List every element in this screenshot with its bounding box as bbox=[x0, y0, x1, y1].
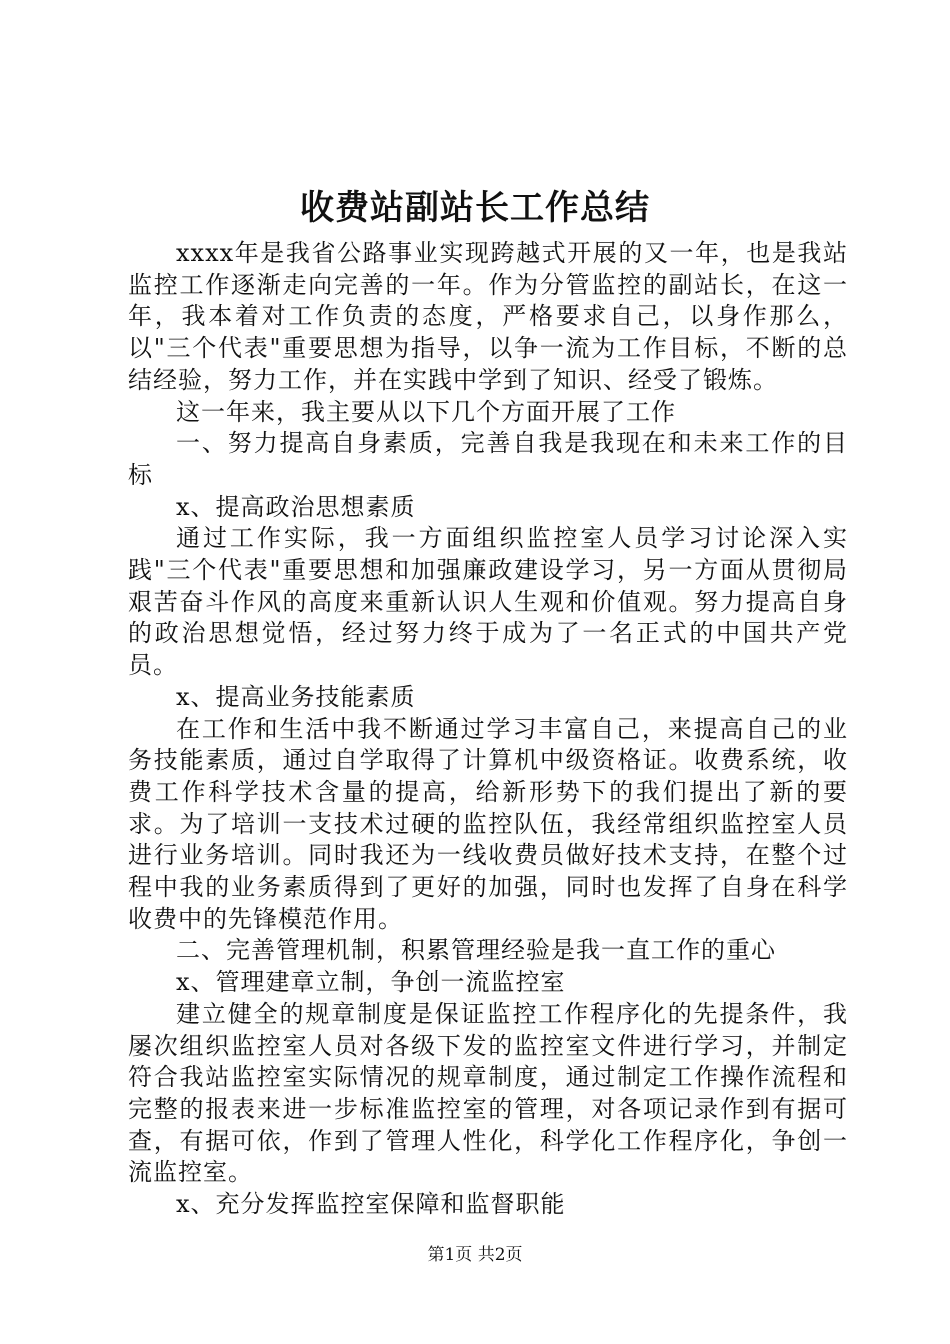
subsection-heading-1-1: x、提高政治思想素质 bbox=[176, 492, 416, 521]
paragraph-rules: 建立健全的规章制度是保证监控工作程序化的先提条件，我屡次组织监控室人员对各级下发的监控室文件进行学习，并制定符合我站监控室实际情况的规章制度，通过制定工作操作流程和完整的报表来进一步标准监控室的管理，对各项记录作到有据可查，有据可依，作到了管理人性化，科学化工作程序化，争创一流监控室。 bbox=[128, 999, 848, 1187]
subsection-heading-1-2: x、提高业务技能素质 bbox=[176, 682, 416, 711]
paragraph-overview: 这一年来，我主要从以下几个方面开展了工作 bbox=[176, 397, 676, 426]
subsection-heading-2-1: x、管理建章立制，争创一流监控室 bbox=[176, 968, 566, 997]
page-footer: 第1页 共2页 bbox=[427, 1245, 523, 1265]
document-body bbox=[128, 238, 848, 1221]
document-title: 收费站副站长工作总结 bbox=[300, 188, 650, 228]
section-heading-2: 二、完善管理机制，积累管理经验是我一直工作的重心 bbox=[176, 936, 776, 965]
paragraph-skills: 在工作和生活中我不断通过学习丰富自己，来提高自己的业务技能素质，通过自学取得了计算机中级资格证。收费系统，收费工作科学技术含量的提高，给新形势下的我们提出了新的要求。为了培训一支技术过硬的监控队伍，我经常组织监控室人员进行业务培训。同时我还为一线收费员做好技术支持，在整个过程中我的业务素质得到了更好的加强，同时也发挥了自身在科学收费中的先锋模范作用。 bbox=[128, 714, 848, 933]
paragraph-intro: xxxx年是我省公路事业实现跨越式开展的又一年，也是我站监控工作逐渐走向完善的一年。作为分管监控的副站长，在这一年，我本着对工作负责的态度，严格要求自己，以身作那么，以"三个代表"重要思想为指导，以争一流为工作目标，不断的总结经验，努力工作，并在实践中学到了知识、经受了锻炼。 bbox=[128, 239, 848, 394]
paragraph-political: 通过工作实际，我一方面组织监控室人员学习讨论深入实践"三个代表"重要思想和加强廉政建设学习，另一方面从贯彻局艰苦奋斗作风的高度来重新认识人生观和价值观。努力提高自身的政治思想觉悟，经过努力终于成为了一名正式的中国共产党员。 bbox=[128, 524, 848, 680]
subsection-heading-2-2: x、充分发挥监控室保障和监督职能 bbox=[176, 1190, 566, 1219]
section-heading-1: 一、努力提高自身素质，完善自我是我现在和未来工作的目标 bbox=[128, 429, 848, 489]
